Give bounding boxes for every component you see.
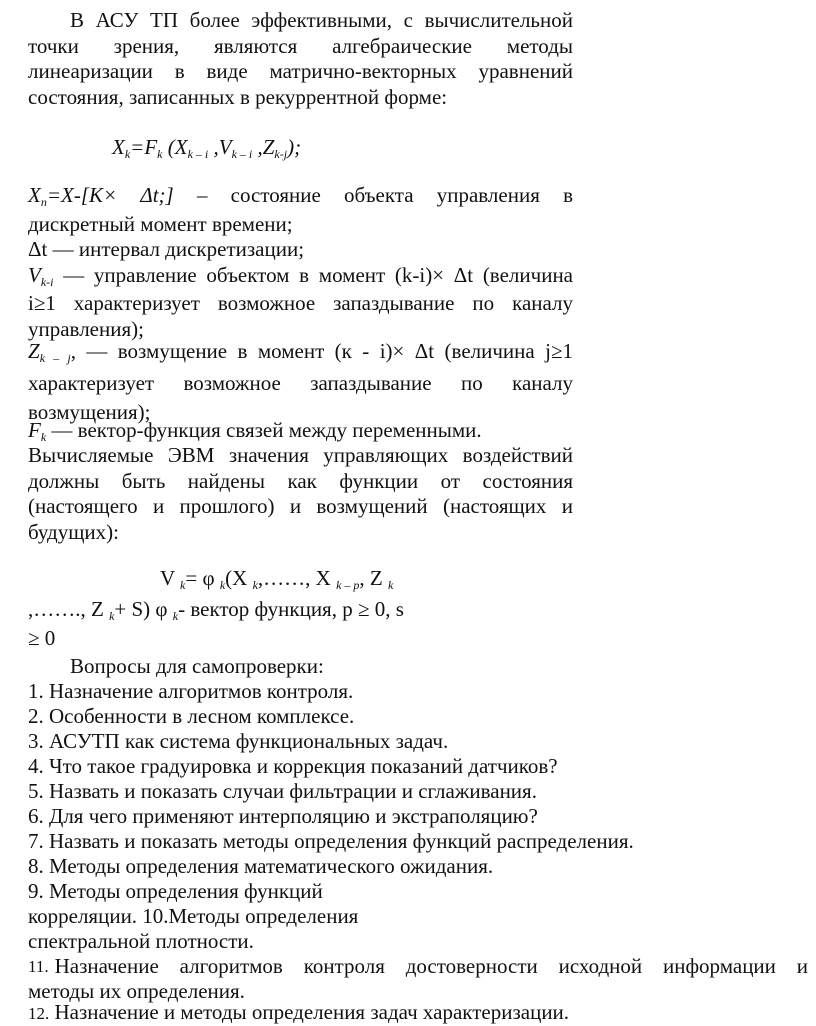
zkj-definition-block — [28, 337, 573, 427]
question-item: 5. Назвать и показать случаи фильтрации и сглаживания. — [28, 779, 537, 803]
state-equation: Xk=Fk (Xk – i ,Vk – i ,Zk-j); — [112, 135, 302, 161]
text-line: возмущения); — [28, 400, 151, 424]
text-line: (настоящего и прошлого) и возмущений (настоящих и — [28, 494, 573, 518]
question-item: спектральной плотности. — [28, 929, 254, 953]
text-line: состояния, записанных в рекуррентной форме: — [28, 84, 448, 109]
question-item: 1. Назначение алгоритмов контроля. — [28, 679, 354, 703]
text-line: точки зрения, являются алгебраические методы — [28, 33, 573, 58]
definitions — [28, 183, 573, 342]
zkj-definition: Zk – j, — возмущение в момент (к - i)× Δt (величина j≥1 — [28, 339, 573, 365]
text-line: управления); — [28, 316, 144, 341]
question-item: корреляции. 10.Методы определения — [28, 904, 359, 928]
fk-definition: Fk — вектор-функция связей между переменными. — [28, 418, 482, 444]
control-paragraph — [28, 443, 573, 545]
question-text: Назначение и методы определения задач характеризации. — [54, 1000, 570, 1024]
text-line: дискретный момент времени; — [28, 211, 293, 236]
question-item: 4. Что такое градуировка и коррекция показаний датчиков? — [28, 754, 558, 778]
vki-definition: Vk-i — управление объектом в момент (k-i)× Δt (величина — [28, 262, 573, 289]
text-line: характеризует возможное запаздывание по каналу — [28, 371, 573, 395]
question-12 — [28, 1000, 569, 1026]
question-11 — [28, 954, 808, 979]
question-item: 2. Особенности в лесном комплексе. — [28, 704, 355, 728]
question-number: 12. — [28, 1004, 50, 1023]
question-item: 7. Назвать и показать методы определения функций распределения. — [28, 829, 634, 853]
question-item: 3. АСУТП как система функциональных задач. — [28, 729, 449, 753]
question-number: 11. — [28, 957, 49, 976]
control-formula-line1: V k= φ k(X k,……, X k – p, Z k — [160, 566, 394, 592]
questions-title: Вопросы для самопроверки: — [70, 654, 324, 678]
text-line: i≥1 характеризует возможное запаздывание по каналу — [28, 291, 573, 315]
xn-definition: Xn=X-[K× Δt;] – состояние объекта управления в — [28, 183, 573, 209]
question-item: 9. Методы определения функций — [28, 879, 323, 903]
question-item: методы их определения. — [28, 979, 245, 1003]
intro-paragraph — [28, 8, 573, 110]
text-line: линеаризации в виде матрично-векторных уравнений — [28, 59, 573, 83]
control-formula-line2: ,……., Z k+ S) φ k- вектор функция, p ≥ 0, s — [28, 597, 404, 623]
text-line: Вычисляемые ЭВМ значения управляющих воздействий — [28, 443, 573, 467]
control-formula-line3: ≥ 0 — [28, 626, 56, 650]
dt-definition: Δt — интервал дискретизации; — [28, 237, 305, 261]
question-item: 8. Методы определения математического ожидания. — [28, 854, 494, 878]
text-line: В АСУ ТП более эффективными, с вычислительной — [70, 8, 573, 32]
question-item: 6. Для чего применяют интерполяцию и экстраполяцию? — [28, 804, 538, 828]
text-line: должны быть найдены как функции от состояния — [28, 468, 573, 493]
text-line: будущих): — [28, 519, 119, 544]
question-text: Назначение алгоритмов контроля достоверности исходной информации и — [54, 954, 808, 978]
